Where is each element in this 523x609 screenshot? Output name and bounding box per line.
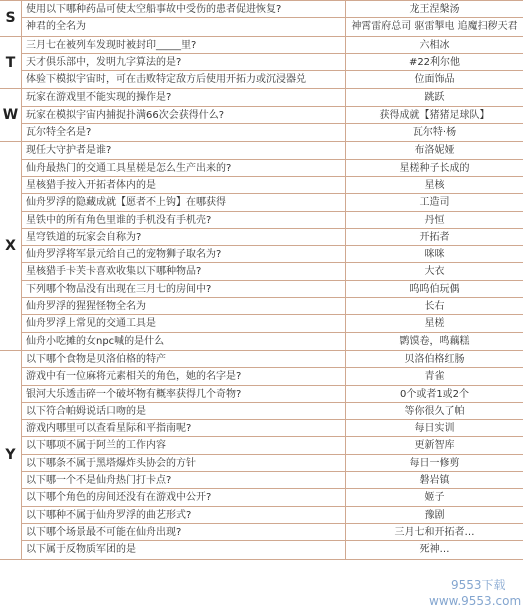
table-row <box>22 489 523 506</box>
table-row <box>22 437 523 454</box>
question-cell: 星核猎手卡芙卡喜欢收集以下哪种物品? <box>22 263 346 279</box>
table-row <box>22 351 523 368</box>
letter-group <box>0 89 523 142</box>
answer-cell: 大衣 <box>424 266 445 278</box>
table-row <box>22 524 523 541</box>
question-cell: 以下哪种不属于仙舟罗浮的曲艺形式? <box>22 507 346 523</box>
letter-group <box>0 351 523 560</box>
table-row <box>22 541 523 558</box>
question-cell: 星穹铁道的玩家会自称为? <box>22 229 346 245</box>
letter-group <box>0 37 523 90</box>
table-row <box>22 298 523 315</box>
watermark-line2: www.9553.com <box>429 594 521 608</box>
question-cell: 天才俱乐部中，发明九字算法的是? <box>22 54 346 70</box>
group-letter: T <box>0 37 22 89</box>
question-cell: 游戏中有一位麻将元素相关的角色，她的名字是? <box>22 368 346 384</box>
answer-cell: 工造司 <box>419 197 450 209</box>
answer-cell: 磐岩镇 <box>419 475 450 487</box>
question-cell: 仙舟罗浮的猩猩怪物全名为 <box>22 298 346 314</box>
question-cell: 以下哪个场景最不可能在仙舟出现? <box>22 524 346 540</box>
group-letter: X <box>0 142 22 350</box>
group-rows <box>22 89 523 141</box>
letter-group <box>0 142 523 351</box>
question-cell: 以下哪个角色的房间还没有在游戏中公开? <box>22 489 346 505</box>
question-cell: 三月七在被列车发现时被封印_____里? <box>22 37 346 53</box>
answer-cell: 更新智库 <box>414 440 455 452</box>
answer-cell: 神霄雷府总司 驱雷掣电 追魔扫秽天君 <box>351 21 518 33</box>
answer-cell: #22利尔他 <box>408 56 461 68</box>
table-row <box>22 368 523 385</box>
answer-cell: 每日一修剪 <box>409 457 460 469</box>
question-cell: 以下属于反物质军团的是 <box>22 541 346 558</box>
question-cell: 下列哪个物品没有出现在三月七的房间中? <box>22 281 346 297</box>
answer-cell: 星槎种子长成的 <box>399 162 470 174</box>
question-cell: 以下哪条不属于黑塔爆炸头协会的方针 <box>22 455 346 471</box>
question-cell: 仙舟罗浮上常见的交通工具是 <box>22 315 346 331</box>
table-row <box>22 89 523 106</box>
group-rows <box>22 37 523 89</box>
answer-cell: 豫剧 <box>424 509 445 521</box>
table-row <box>22 229 523 246</box>
answer-cell: 咪咪 <box>424 249 445 261</box>
table-row <box>22 315 523 332</box>
question-cell: 体验下模拟宇宙时，可在击败特定敌方后使用开拓力或沉浸器兑 <box>22 71 346 88</box>
answer-cell: 星核 <box>424 179 445 191</box>
question-cell: 神君的全名为 <box>22 18 346 35</box>
answer-cell: 六相冰 <box>419 39 450 51</box>
answer-cell: 布洛妮娅 <box>414 145 455 157</box>
group-letter: Y <box>0 351 22 559</box>
answer-cell: 丹恒 <box>424 214 445 226</box>
answer-cell: 星槎 <box>424 318 445 330</box>
group-rows <box>22 142 523 350</box>
question-cell: 以下哪项不属于阿兰的工作内容 <box>22 437 346 453</box>
table-row <box>22 124 523 141</box>
table-row <box>22 177 523 194</box>
table-row <box>22 71 523 88</box>
question-cell: 星铁中的所有角色里谁的手机没有手机壳? <box>22 212 346 228</box>
table-row <box>22 507 523 524</box>
site-watermark <box>361 575 521 609</box>
question-cell: 以下哪一个不是仙舟热门打卡点? <box>22 472 346 488</box>
answer-cell: 三月七和开拓者… <box>394 526 475 538</box>
table-row <box>22 386 523 403</box>
group-rows <box>22 351 523 559</box>
answer-cell: 姬子 <box>424 492 445 504</box>
question-cell: 现任大守护者是谁? <box>22 142 346 158</box>
question-cell: 以下符合帕姆说话口吻的是 <box>22 403 346 419</box>
table-row <box>22 263 523 280</box>
table-row <box>22 1 523 18</box>
question-cell: 以下哪个食物是贝洛伯格的特产 <box>22 351 346 367</box>
question-cell: 使用以下哪种药品可使太空船事故中受伤的患者促进恢复? <box>22 1 346 17</box>
answer-cell: 位面饰品 <box>414 74 455 86</box>
question-cell: 星核猎手按入开拓者体内的是 <box>22 177 346 193</box>
answer-cell: 死神… <box>419 544 450 556</box>
table-row <box>22 107 523 124</box>
answer-cell: 开拓者 <box>419 231 450 243</box>
question-cell: 仙舟最热门的交通工具星槎是怎么生产出来的? <box>22 160 346 176</box>
watermark-line1: 9553下载 <box>451 578 506 592</box>
answer-cell: 贝洛伯格红肠 <box>404 353 465 365</box>
table-row <box>22 281 523 298</box>
question-cell: 银河大乐透击碎一个破坏物有概率获得几个奇物? <box>22 386 346 402</box>
table-row <box>22 37 523 54</box>
table-row <box>22 472 523 489</box>
question-cell: 仙舟小吃摊的女npc喊的是什么 <box>22 333 346 350</box>
question-cell: 仙舟罗浮的隐藏成就【愿者不上钩】在哪获得 <box>22 194 346 210</box>
table-row <box>22 420 523 437</box>
answer-cell: 获得成就【猪猪足球队】 <box>379 109 490 121</box>
group-rows <box>22 1 523 36</box>
table-row <box>22 142 523 159</box>
group-letter: S <box>0 1 22 36</box>
table-row <box>22 194 523 211</box>
question-cell: 仙舟罗浮将军景元给自己的宠物狮子取名为? <box>22 246 346 262</box>
answer-cell: 青雀 <box>424 371 445 383</box>
answer-cell: 每日实训 <box>414 423 455 435</box>
table-row <box>22 160 523 177</box>
table-row <box>22 455 523 472</box>
answer-cell: 0个或者1或2个 <box>399 388 470 400</box>
table-row <box>22 403 523 420</box>
group-letter: W <box>0 89 22 141</box>
answer-cell: 龙王涅槃汤 <box>409 4 460 15</box>
table-row <box>22 18 523 35</box>
answer-cell: 鹮馍卷，鸣藕糕 <box>399 335 470 347</box>
question-cell: 游戏内哪里可以查看星际和平指南呢? <box>22 420 346 436</box>
question-cell: 瓦尔特全名是? <box>22 124 346 141</box>
question-cell: 玩家在游戏里不能实现的操作是? <box>22 89 346 105</box>
question-cell: 玩家在模拟宇宙内捕捉扑满66次会获得什么? <box>22 107 346 123</box>
table-row <box>22 212 523 229</box>
answer-cell: 长右 <box>424 301 445 313</box>
answer-cell: 跳跃 <box>424 92 445 104</box>
table-row <box>22 54 523 71</box>
letter-group <box>0 0 523 37</box>
table-row <box>22 333 523 350</box>
table-row <box>22 246 523 263</box>
answer-cell: 呜呜伯玩偶 <box>409 283 460 295</box>
answer-cell: 瓦尔特·杨 <box>412 127 457 139</box>
answer-cell: 等你很久了帕 <box>404 405 465 417</box>
